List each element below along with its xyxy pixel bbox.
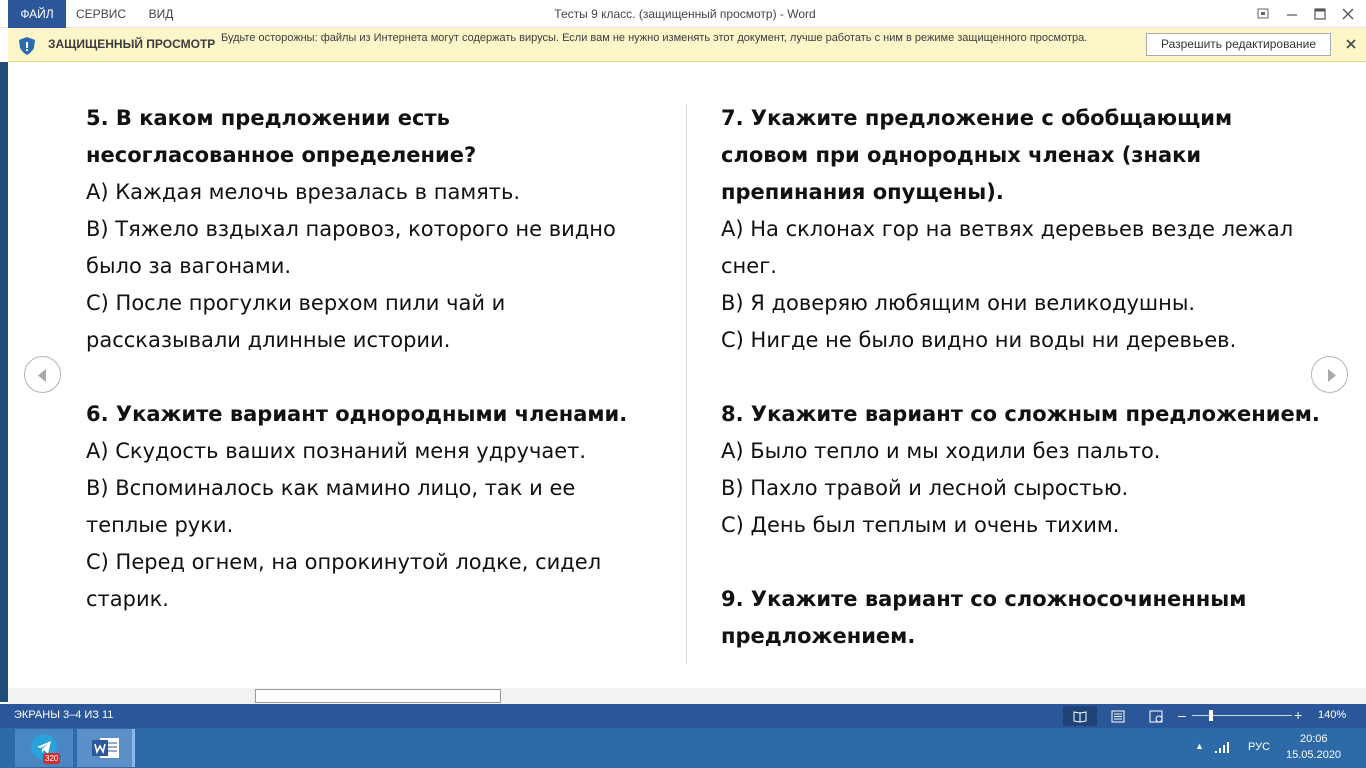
answer-option: В) Тяжело вздыхал паровоз, которого не видно было за вагонами. — [86, 217, 616, 278]
window-title: Тесты 9 класс. (защищенный просмотр) - Word — [554, 7, 816, 21]
restore-icon[interactable] — [1252, 4, 1274, 24]
paragraph-gap — [86, 359, 656, 396]
scrollbar-thumb[interactable] — [255, 689, 501, 703]
zoom-level[interactable]: 140% — [1318, 709, 1347, 721]
zoom-out-button[interactable]: – — [1178, 707, 1186, 723]
zoom-slider-thumb[interactable] — [1209, 710, 1213, 721]
menu-service[interactable]: СЕРВИС — [76, 7, 126, 21]
paragraph-gap — [721, 359, 1321, 396]
answer-option: А) Было тепло и мы ходили без пальто. — [721, 439, 1161, 463]
answer-option: С) Перед огнем, на опрокинутой лодке, сидел старик. — [86, 550, 602, 611]
question-title: 5. В каком предложении есть несогласованное определение? — [86, 106, 477, 167]
document-column-left — [86, 100, 656, 618]
taskbar-telegram[interactable] — [15, 729, 73, 767]
answer-option: А) Скудость ваших познаний меня удручает. — [86, 439, 587, 463]
word-icon — [91, 736, 121, 760]
print-layout-icon[interactable] — [1101, 706, 1135, 726]
web-layout-icon[interactable] — [1139, 706, 1173, 726]
answer-option: А) На склонах гор на ветвях деревьев везде лежал снег. — [721, 217, 1294, 278]
enable-editing-button[interactable]: Разрешить редактирование — [1146, 33, 1331, 56]
tray-arrow-icon[interactable]: ▲ — [1195, 741, 1204, 751]
zoom-in-button[interactable]: + — [1294, 707, 1303, 723]
answer-option: С) Нигде не было видно ни воды ни деревьев. — [721, 328, 1237, 352]
question-title: 6. Укажите вариант однородными членами. — [86, 402, 628, 426]
clock-time[interactable]: 20:06 — [1300, 733, 1328, 745]
answer-option: С) После прогулки верхом пили чай и рассказывали длинные истории. — [86, 291, 506, 352]
language-indicator[interactable]: РУС — [1248, 741, 1271, 753]
document-column-right — [721, 100, 1321, 655]
horizontal-scrollbar[interactable] — [8, 688, 1366, 704]
previous-screen-button[interactable] — [24, 356, 61, 393]
zoom-slider[interactable] — [1192, 715, 1292, 716]
status-bar — [0, 704, 1366, 728]
notification-badge: 320 — [45, 754, 59, 763]
taskbar — [0, 728, 1366, 768]
protected-view-bar — [8, 28, 1366, 62]
maximize-icon[interactable] — [1309, 4, 1331, 24]
close-icon[interactable] — [1337, 4, 1359, 24]
chevron-left-icon — [25, 357, 62, 394]
answer-option: В) Я доверяю любящим они великодушны. — [721, 291, 1196, 315]
next-screen-button[interactable] — [1311, 356, 1348, 393]
menu-view[interactable]: ВИД — [148, 7, 174, 21]
signal-icon[interactable] — [1214, 740, 1232, 754]
close-icon[interactable] — [1342, 34, 1360, 54]
clock-date[interactable]: 15.05.2020 — [1286, 749, 1342, 761]
paragraph-gap — [721, 544, 1321, 581]
answer-option: С) День был теплым и очень тихим. — [721, 513, 1120, 537]
protected-view-title: ЗАЩИЩЕННЫЙ ПРОСМОТР — [48, 37, 216, 51]
protected-view-message: Будьте осторожны: файлы из Интернета могут содержать вирусы. Если вам не нужно изменять этот документ, лучше работать с ним в режиме защищенного просмотра. — [221, 32, 1088, 44]
question-title: 8. Укажите вариант со сложным предложением. — [721, 402, 1320, 426]
question-title: 7. Укажите предложение с обобщающим словом при однородных членах (знаки препинания опущены). — [721, 106, 1233, 204]
answer-option: В) Пахло травой и лесной сыростью. — [721, 476, 1129, 500]
chevron-right-icon — [1312, 357, 1349, 394]
shield-icon — [18, 36, 36, 56]
screens-indicator: ЭКРАНЫ 3–4 ИЗ 11 — [14, 709, 114, 721]
window-edge — [0, 62, 8, 702]
question-title: 9. Укажите вариант со сложносочиненным предложением. — [721, 587, 1247, 648]
answer-option: А) Каждая мелочь врезалась в память. — [86, 180, 521, 204]
read-mode-icon[interactable] — [1063, 706, 1097, 726]
answer-option: В) Вспоминалось как мамино лицо, так и ее теплые руки. — [86, 476, 576, 537]
taskbar-word[interactable] — [77, 729, 135, 767]
menu-file[interactable]: ФАЙЛ — [8, 0, 66, 28]
column-divider — [686, 104, 687, 664]
minimize-icon[interactable] — [1281, 4, 1303, 24]
title-bar — [0, 0, 1366, 28]
